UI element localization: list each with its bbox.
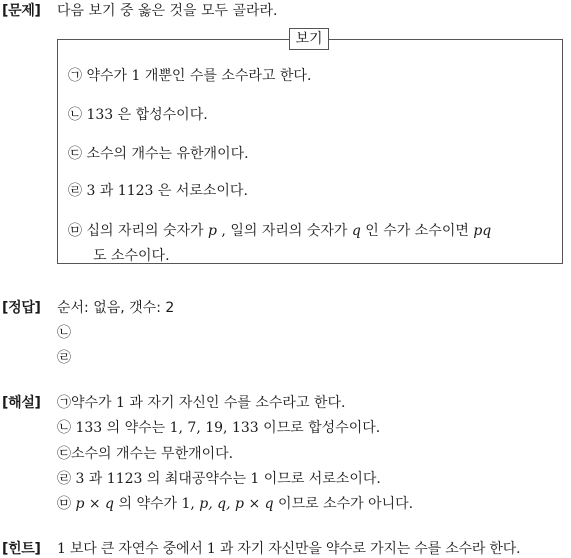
problem-question: 다음 보기 중 옳은 것을 모두 골라라. — [57, 3, 278, 19]
example-item-2-text: 133 은 합성수이다. — [86, 107, 208, 123]
answer-choice-2: ㉣ — [57, 350, 71, 366]
example-item-1-text: 약수가 1 개뿐인 수를 소수라고 한다. — [86, 68, 312, 84]
example-item-5-text-c: 인 수가 소수이면 — [365, 223, 469, 239]
solution-line-4: ㉣ 3 과 1123 의 최대공약수는 1 이므로 서로소이다. — [57, 471, 381, 487]
example-item-2 — [68, 104, 208, 124]
solution-line-5-text-a: 의 약수가 1, — [118, 496, 195, 512]
solution-line-5-text-b: 이므로 소수가 아니다. — [278, 496, 414, 512]
hint-text: 1 보다 큰 자연수 중에서 1 과 자기 자신만을 약수로 가지는 수를 소수라 한다. — [57, 541, 521, 557]
answer-choice-1: ㉡ — [57, 325, 71, 341]
circled-mark-4: ㉣ — [68, 183, 82, 199]
solution-line-1: ㉠약수가 1 과 자기 자신인 수를 소수라고 한다. — [57, 395, 346, 411]
example-item-3-text: 소수의 개수는 유한개이다. — [86, 146, 249, 162]
example-item-5 — [68, 220, 491, 240]
var-p: p — [208, 223, 217, 239]
var-pq: pq — [473, 223, 492, 239]
var-p-sol: p, — [199, 496, 213, 512]
circled-mark-5: ㉤ — [68, 223, 82, 239]
example-item-3 — [68, 143, 249, 163]
hint-tag: [힌트] — [2, 541, 41, 557]
example-item-4 — [68, 180, 248, 200]
circled-mark-sol-5: ㉤ — [57, 496, 71, 512]
expr-p-times-q: p × q — [75, 496, 115, 512]
example-item-4-text: 3 과 1123 은 서로소이다. — [86, 183, 248, 199]
var-q-sol: q, — [217, 496, 231, 512]
var-q: q — [351, 223, 361, 239]
problem-tag: [문제] — [2, 3, 41, 19]
answer-tag: [정답] — [2, 300, 41, 316]
example-item-1 — [68, 65, 311, 85]
solution-line-2: ㉡ 133 의 약수는 1, 7, 19, 133 이므로 합성수이다. — [57, 420, 381, 436]
solution-tag: [해설] — [2, 395, 41, 411]
solution-line-5 — [57, 493, 413, 513]
example-item-5-text-b: , 일의 자리의 숫자가 — [221, 223, 348, 239]
solution-line-3: ㉢소수의 개수는 무한개이다. — [57, 446, 234, 462]
example-item-5-text-a: 십의 자리의 숫자가 — [86, 223, 204, 239]
expr-p-times-q-2: p × q — [235, 496, 274, 512]
circled-mark-2: ㉡ — [68, 107, 82, 123]
example-box-title: 보기 — [289, 28, 329, 50]
circled-mark-1: ㉠ — [68, 68, 82, 84]
example-item-5-cont: 도 소수이다. — [93, 248, 170, 264]
circled-mark-3: ㉢ — [68, 146, 82, 162]
answer-summary: 순서: 없음, 갯수: 2 — [57, 300, 175, 316]
